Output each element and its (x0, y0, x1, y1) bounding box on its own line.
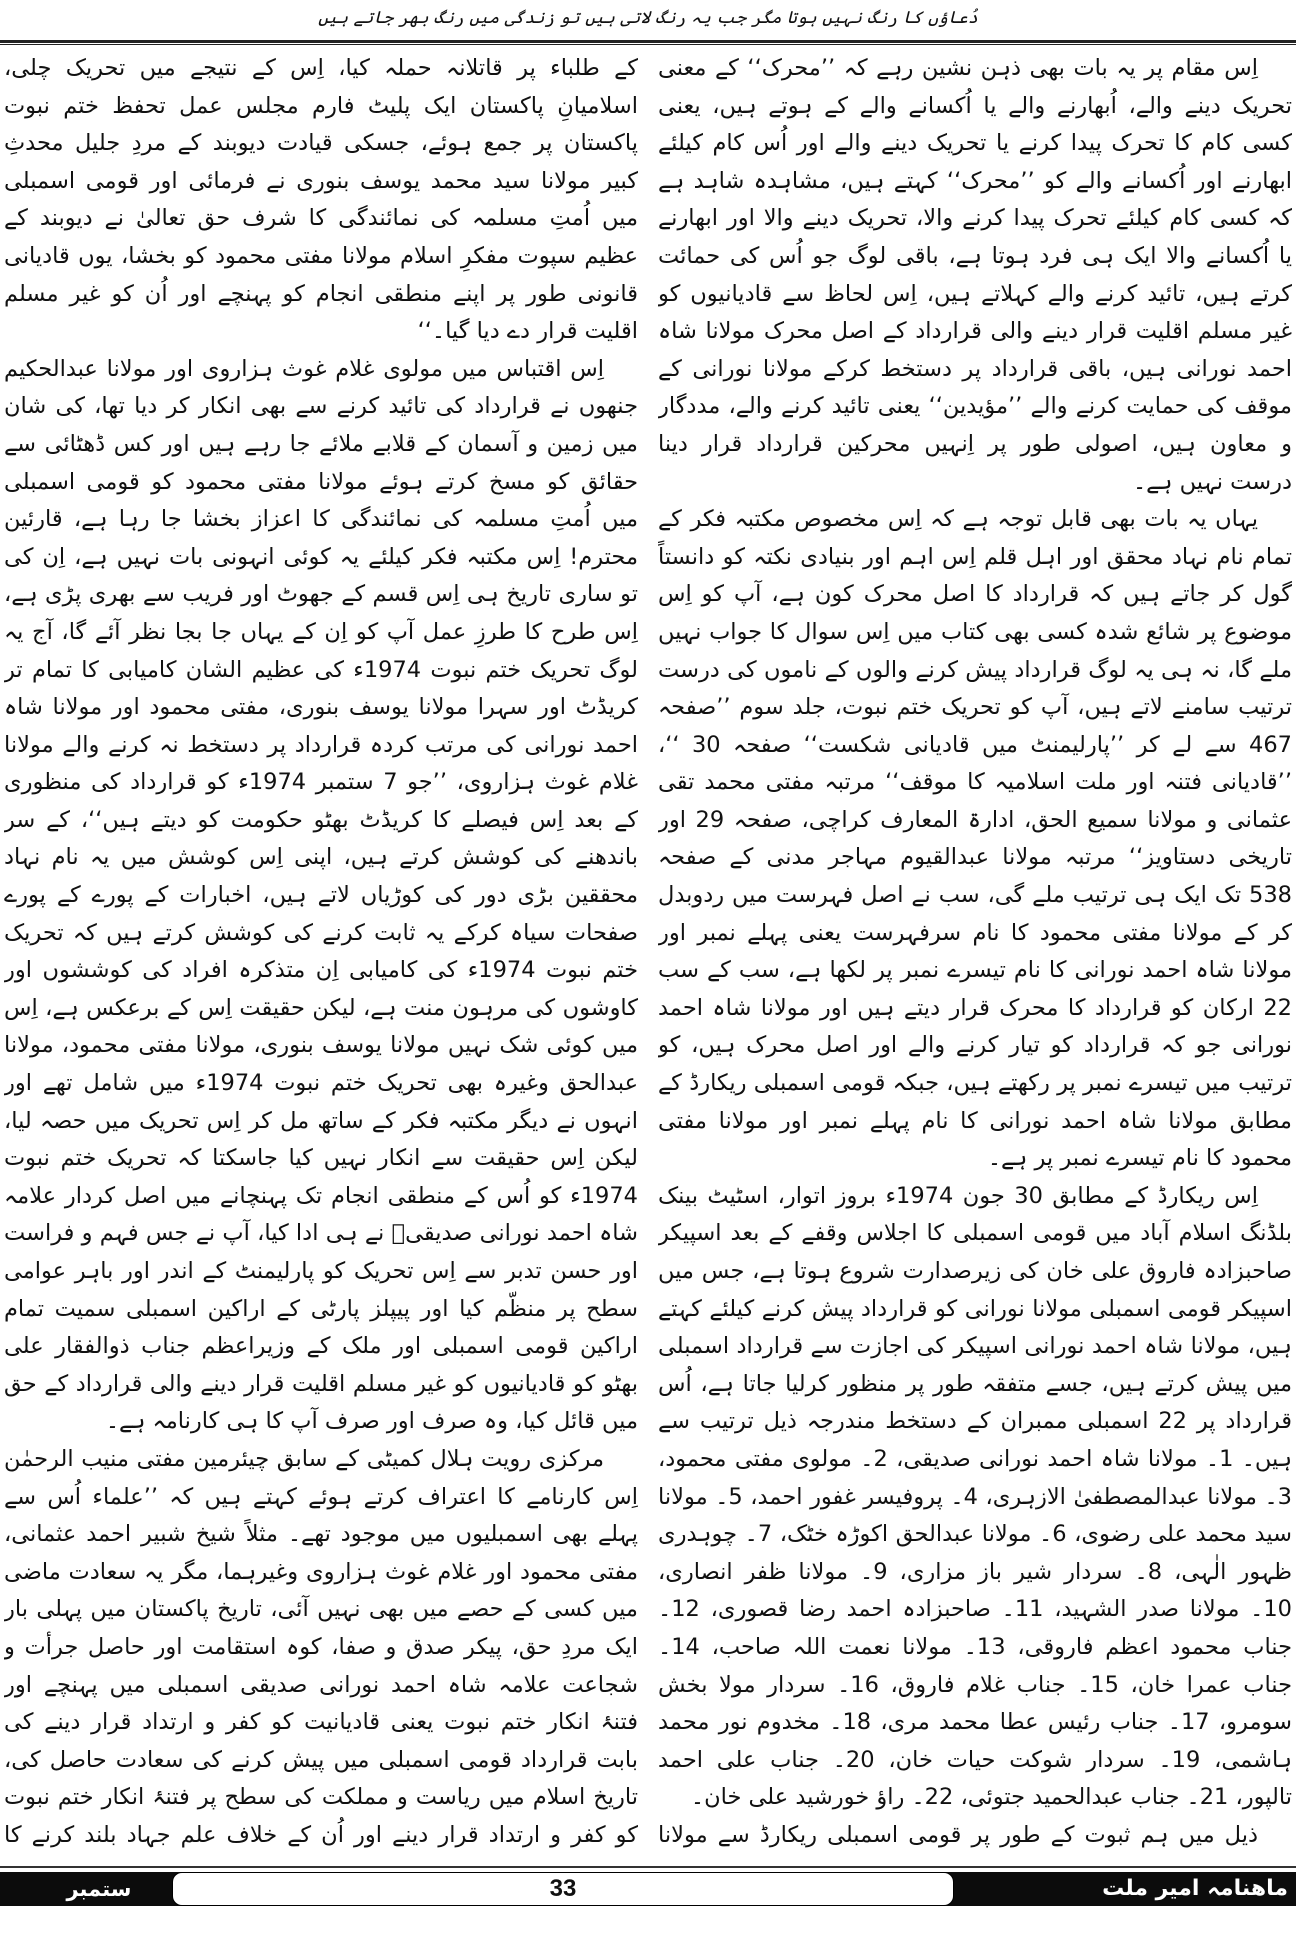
issue-date (8, 1872, 168, 1935)
page-footer (0, 1872, 1296, 1935)
header-divider (0, 40, 1296, 45)
header-title: دُعاؤں کا رنگ نہیں ہوتا مگر جب یہ رنگ لاتی ہیں تو زندگی میں رنگ بھر جاتے ہیں (318, 8, 978, 28)
paragraph: اِس مقام پر یہ بات بھی ذہن نشین رہے کہ ’’محرک‘‘ کے معنی تحریک دینے والے، اُبھارنے والے یا اُکسانے والے کے ہوتے ہیں، یعنی کسی کام کا تحرک پیدا کرنے یا تحریک دینے والے اور اُس کام کیلئے ابھارنے اور اُکسانے والے کو ’’محرک‘‘ کہتے ہیں، مشاہدہ شاہد ہے کہ کسی کام کیلئے تحرک پیدا کرنے والا، تحریک دینے والا اور ابھارنے یا اُکسانے والا ایک ہی فرد ہوتا ہے، باقی لوگ جو اُس کی حمائت کرتے ہیں، تائید کرنے والے کہلاتے ہیں، اِس لحاظ سے قادیانیوں کو غیر مسلم اقلیت قرار دینے والی قرارداد کے اصل محرک مولانا شاہ احمد نورانی ہیں، باقی قرارداد پر دستخط کرکے مولانا نورانی کے موقف کی حمایت کرنے والے ’’مؤیدین‘‘ یعنی تائید کرنے والے، مددگار و معاون ہیں، اصولی طور پر اِنہیں محرکین قرارداد قرار دینا درست نہیں ہے۔ (658, 55, 1292, 495)
left-column (4, 50, 638, 1858)
paragraph: مرکزی رویت ہلال کمیٹی کے سابق چیئرمین مفتی منیب الرحمٰن اِس کارنامے کا اعتراف کرتے ہوئے کہتے ہیں کہ ’’علماء اُس سے پہلے بھی اسمبلیوں میں موجود تھے۔ مثلاً شیخ شبیر احمد عثمانی، مفتی محمود اور غلام غوث ہزاروی وغیرہما، مگر یہ سعادت ماضی میں کسی کے حصے میں بھی نہیں آئی، تاریخ پاکستان میں پہلی بار ایک مردِ حق، پیکر صدق و صفا، کوہ استقامت اور حاصل جرأت و شجاعت علامہ شاہ احمد نورانی صدیقی اسمبلی میں پہنچے اور فتنۂ انکار ختم نبوت یعنی قادیانیت کو کفر و ارتداد قرار دینے کی بابت قرارداد قومی اسمبلی میں پیش کرنے کی سعادت حاصل کی، تاریخ اسلام میں ریاست و مملکت کی سطح پر فتنۂ انکار ختم نبوت کو کفر و ارتداد قرار دینے اور اُن کے خلاف علم جہاد بلند کرنے کا (4, 1445, 638, 1848)
page-number: 33 (172, 1872, 954, 1906)
right-column (658, 50, 1292, 1858)
footer-divider (0, 1866, 1296, 1868)
magazine-name: ماھنامہ امیر ملت (1102, 1876, 1288, 1901)
paragraph: یہاں یہ بات بھی قابل توجہ ہے کہ اِس مخصوص مکتبہ فکر کے تمام نام نہاد محقق اور اہل قلم اِس اہم اور بنیادی نکتہ کو دانستاً گول کر جاتے ہیں کہ قرارداد کا اصل محرک کون ہے، آپ کو اِس موضوع پر شائع شدہ کسی بھی کتاب میں اِس سوال کا جواب نہیں ملے گا، نہ ہی یہ لوگ قرارداد پیش کرنے والوں کے ناموں کی درست ترتیب سامنے لاتے ہیں، آپ کو تحریک ختم نبوت، جلد سوم ’’صفحہ 467 سے لے کر ’’پارلیمنٹ میں قادیانی شکست‘‘ صفحہ 30 ‘‘، ’’قادیانی فتنہ اور ملت اسلامیہ کا موقف‘‘ مرتبہ مفتی محمد تقی عثمانی و مولانا سمیع الحق، ادارۃ المعارف کراچی، صفحہ 29 اور تاریخی دستاویز‘‘ مرتبہ مولانا عبدالقیوم مہاجر مدنی کے صفحہ 538 تک ایک ہی ترتیب ملے گی، سب نے اصل فہرست میں ردوبدل کر کے مولانا مفتی محمود کا نام سرفہرست یعنی پہلے نمبر اور مولانا شاہ احمد نورانی کا نام تیسرے نمبر پر لکھا ہے، سب کے سب 22 ارکان کو قرارداد کا محرک قرار دیتے ہیں اور مولانا شاہ احمد نورانی جو کہ قرارداد کو تیار کرنے والے اور اصل محرک ہیں، کو ترتیب میں تیسرے نمبر پر رکھتے ہیں، جبکہ قومی اسمبلی ریکارڈ کے مطابق مولانا شاہ احمد نورانی کا نام پہلے نمبر اور مولانا مفتی محمود کا نام تیسرے نمبر پر ہے۔ (658, 506, 1292, 1172)
issue-year: 2022ء (53, 1911, 123, 1935)
paragraph: اِس ریکارڈ کے مطابق 30 جون 1974ء بروز اتوار، اسٹیٹ بینک بلڈنگ اسلام آباد میں قومی اسمبلی کا اجلاس وقفے کے بعد اسپیکر صاحبزادہ فاروق علی خان کی زیرصدارت شروع ہوتا ہے، جس میں اسپیکر قومی اسمبلی مولانا نورانی کو قرارداد پیش کرنے کیلئے کہتے ہیں، مولانا شاہ احمد نورانی اسپیکر کی اجازت سے قرارداد اسمبلی میں پیش کرتے ہیں، جسے متفقہ طور پر منظور کرلیا جاتا ہے، اُس قرارداد پر 22 اسمبلی ممبران کے دستخط مندرجہ ذیل ترتیب سے ہیں۔ 1۔ مولانا شاہ احمد نورانی صدیقی، 2۔ مولوی مفتی محمود، 3۔ مولانا عبدالمصطفیٰ الازہری، 4۔ پروفیسر غفور احمد، 5۔ مولانا سید محمد علی رضوی، 6۔ مولانا عبدالحق اکوڑہ خٹک، 7۔ چوہدری ظہور الٰہی، 8۔ سردار شیر باز مزاری، 9۔ مولانا ظفر انصاری، 10۔ مولانا صدر الشہید، 11۔ صاحبزادہ احمد رضا قصوری، 12۔ جناب محمود اعظم فاروقی، 13۔ مولانا نعمت اللہ صاحب، 14۔ جناب عمرا خان، 15۔ جناب غلام فاروق، 16۔ سردار مولا بخش سومرو، 17۔ جناب رئیس عطا محمد مری، 18۔ مخدوم نور محمد ہاشمی، 19۔ سردار شوکت حیات خان، 20۔ جناب علی احمد تالپور، 21۔ جناب عبدالحمید جتوئی، 22۔ راؤ خورشید علی خان۔ (658, 1182, 1292, 1811)
paragraph: کے طلباء پر قاتلانہ حملہ کیا، اِس کے نتیجے میں تحریک چلی، اسلامیانِ پاکستان ایک پلیٹ فارم مجلس عمل تحفظ ختم نبوت پاکستان پر جمع ہوئے، جسکی قیادت دیوبند کے مردِ جلیل محدثِ کبیر مولانا سید محمد یوسف بنوری نے فرمائی اور قومی اسمبلی میں اُمتِ مسلمہ کی نمائندگی کا شرف حق تعالیٰ نے دیوبند کے عظیم سپوت مفکرِ اسلام مولانا مفتی محمود کو بخشا، یوں قادیانی قانونی طور پر اپنے منطقی انجام کو پہنچے اور اُن کو غیر مسلم اقلیت قرار دے دیا گیا۔‘‘ (4, 55, 638, 345)
paragraph: ذیل میں ہم ثبوت کے طور پر قومی اسمبلی ریکارڈ سے مولانا (658, 1821, 1258, 1848)
paragraph: اِس اقتباس میں مولوی غلام غوث ہزاروی اور مولانا عبدالحکیم جنھوں نے قرارداد کی تائید کرنے سے بھی انکار کر دیا تھا، کی شان میں زمین و آسمان کے قلابے ملائے جا رہے ہیں اور کس ڈھٹائی سے حقائق کو مسخ کرتے ہوئے مولانا مفتی محمود کو قومی اسمبلی میں اُمتِ مسلمہ کی نمائندگی کا اعزاز بخشا جا رہا ہے، قارئین محترم! اِس مکتبہ فکر کیلئے یہ کوئی انہونی بات نہیں ہے، اِن کی تو ساری تاریخ ہی اِس قسم کے جھوٹ اور فریب سے بھری پڑی ہے، اِس طرح کا طرزِ عمل آپ کو اِن کے یہاں جا بجا نظر آئے گا، آج یہ لوگ تحریک ختم نبوت 1974ء کی عظیم الشان کامیابی کا تمام تر کریڈٹ اور سہرا مولانا یوسف بنوری، مفتی محمود اور مولانا شاہ احمد نورانی کی مرتب کردہ قرارداد پر دستخط نہ کرنے والے مولانا غلام غوث ہزاروی، ’’جو 7 ستمبر 1974ء کو قرارداد کی منظوری کے بعد اِس فیصلے کا کریڈٹ بھٹو حکومت کو دیتے ہیں‘‘، کے سر باندھنے کی کوشش کرتے ہیں، اپنی اِس کوشش میں یہ نام نہاد محققین بڑی دور کی کوڑیاں لاتے ہیں، اخبارات کے پورے کے پورے صفحات سیاہ کرکے یہ ثابت کرنے کی کوشش کرتے ہیں کہ تحریک ختم نبوت 1974ء کی کامیابی اِن متذکرہ افراد کی کوششوں اور کاوشوں کی مرہون منت ہے، لیکن حقیقت اِس کے برعکس ہے، اِس میں کوئی شک نہیں مولانا یوسف بنوری، مولانا مفتی محمود، مولانا عبدالحق وغیرہ بھی تحریک ختم نبوت 1974ء میں شامل تھے اور انہوں نے دیگر مکتبہ فکر کے ساتھ مل کر اِس تحریک میں حصہ لیا، لیکن اِس حقیقت سے انکار نہیں کیا جاسکتا کہ تحریک ختم نبوت 1974ء کو اُس کے منطقی انجام تک پہنچانے میں اصل کردار علامہ شاہ احمد نورانی صدیقیؒ نے ہی ادا کیا، آپ نے جس فہم و فراست اور حسن تدبر سے اِس تحریک کو پارلیمنٹ کے اندر اور باہر عوامی سطح پر منظّم کیا اور پیپلز پارٹی کے اراکین اسمبلی سمیت تمام اراکین قومی اسمبلی اور ملک کے وزیراعظم جناب ذوالفقار علی بھٹو کو قادیانیوں کو غیر مسلم اقلیت قرار دینے والی قرارداد کے حق میں قائل کیا، وہ صرف اور صرف آپ کا ہی کارنامہ ہے۔ (4, 355, 638, 1435)
running-header (0, 0, 1296, 36)
article-columns (4, 50, 1292, 1858)
issue-month: ستمبر (66, 1877, 132, 1901)
